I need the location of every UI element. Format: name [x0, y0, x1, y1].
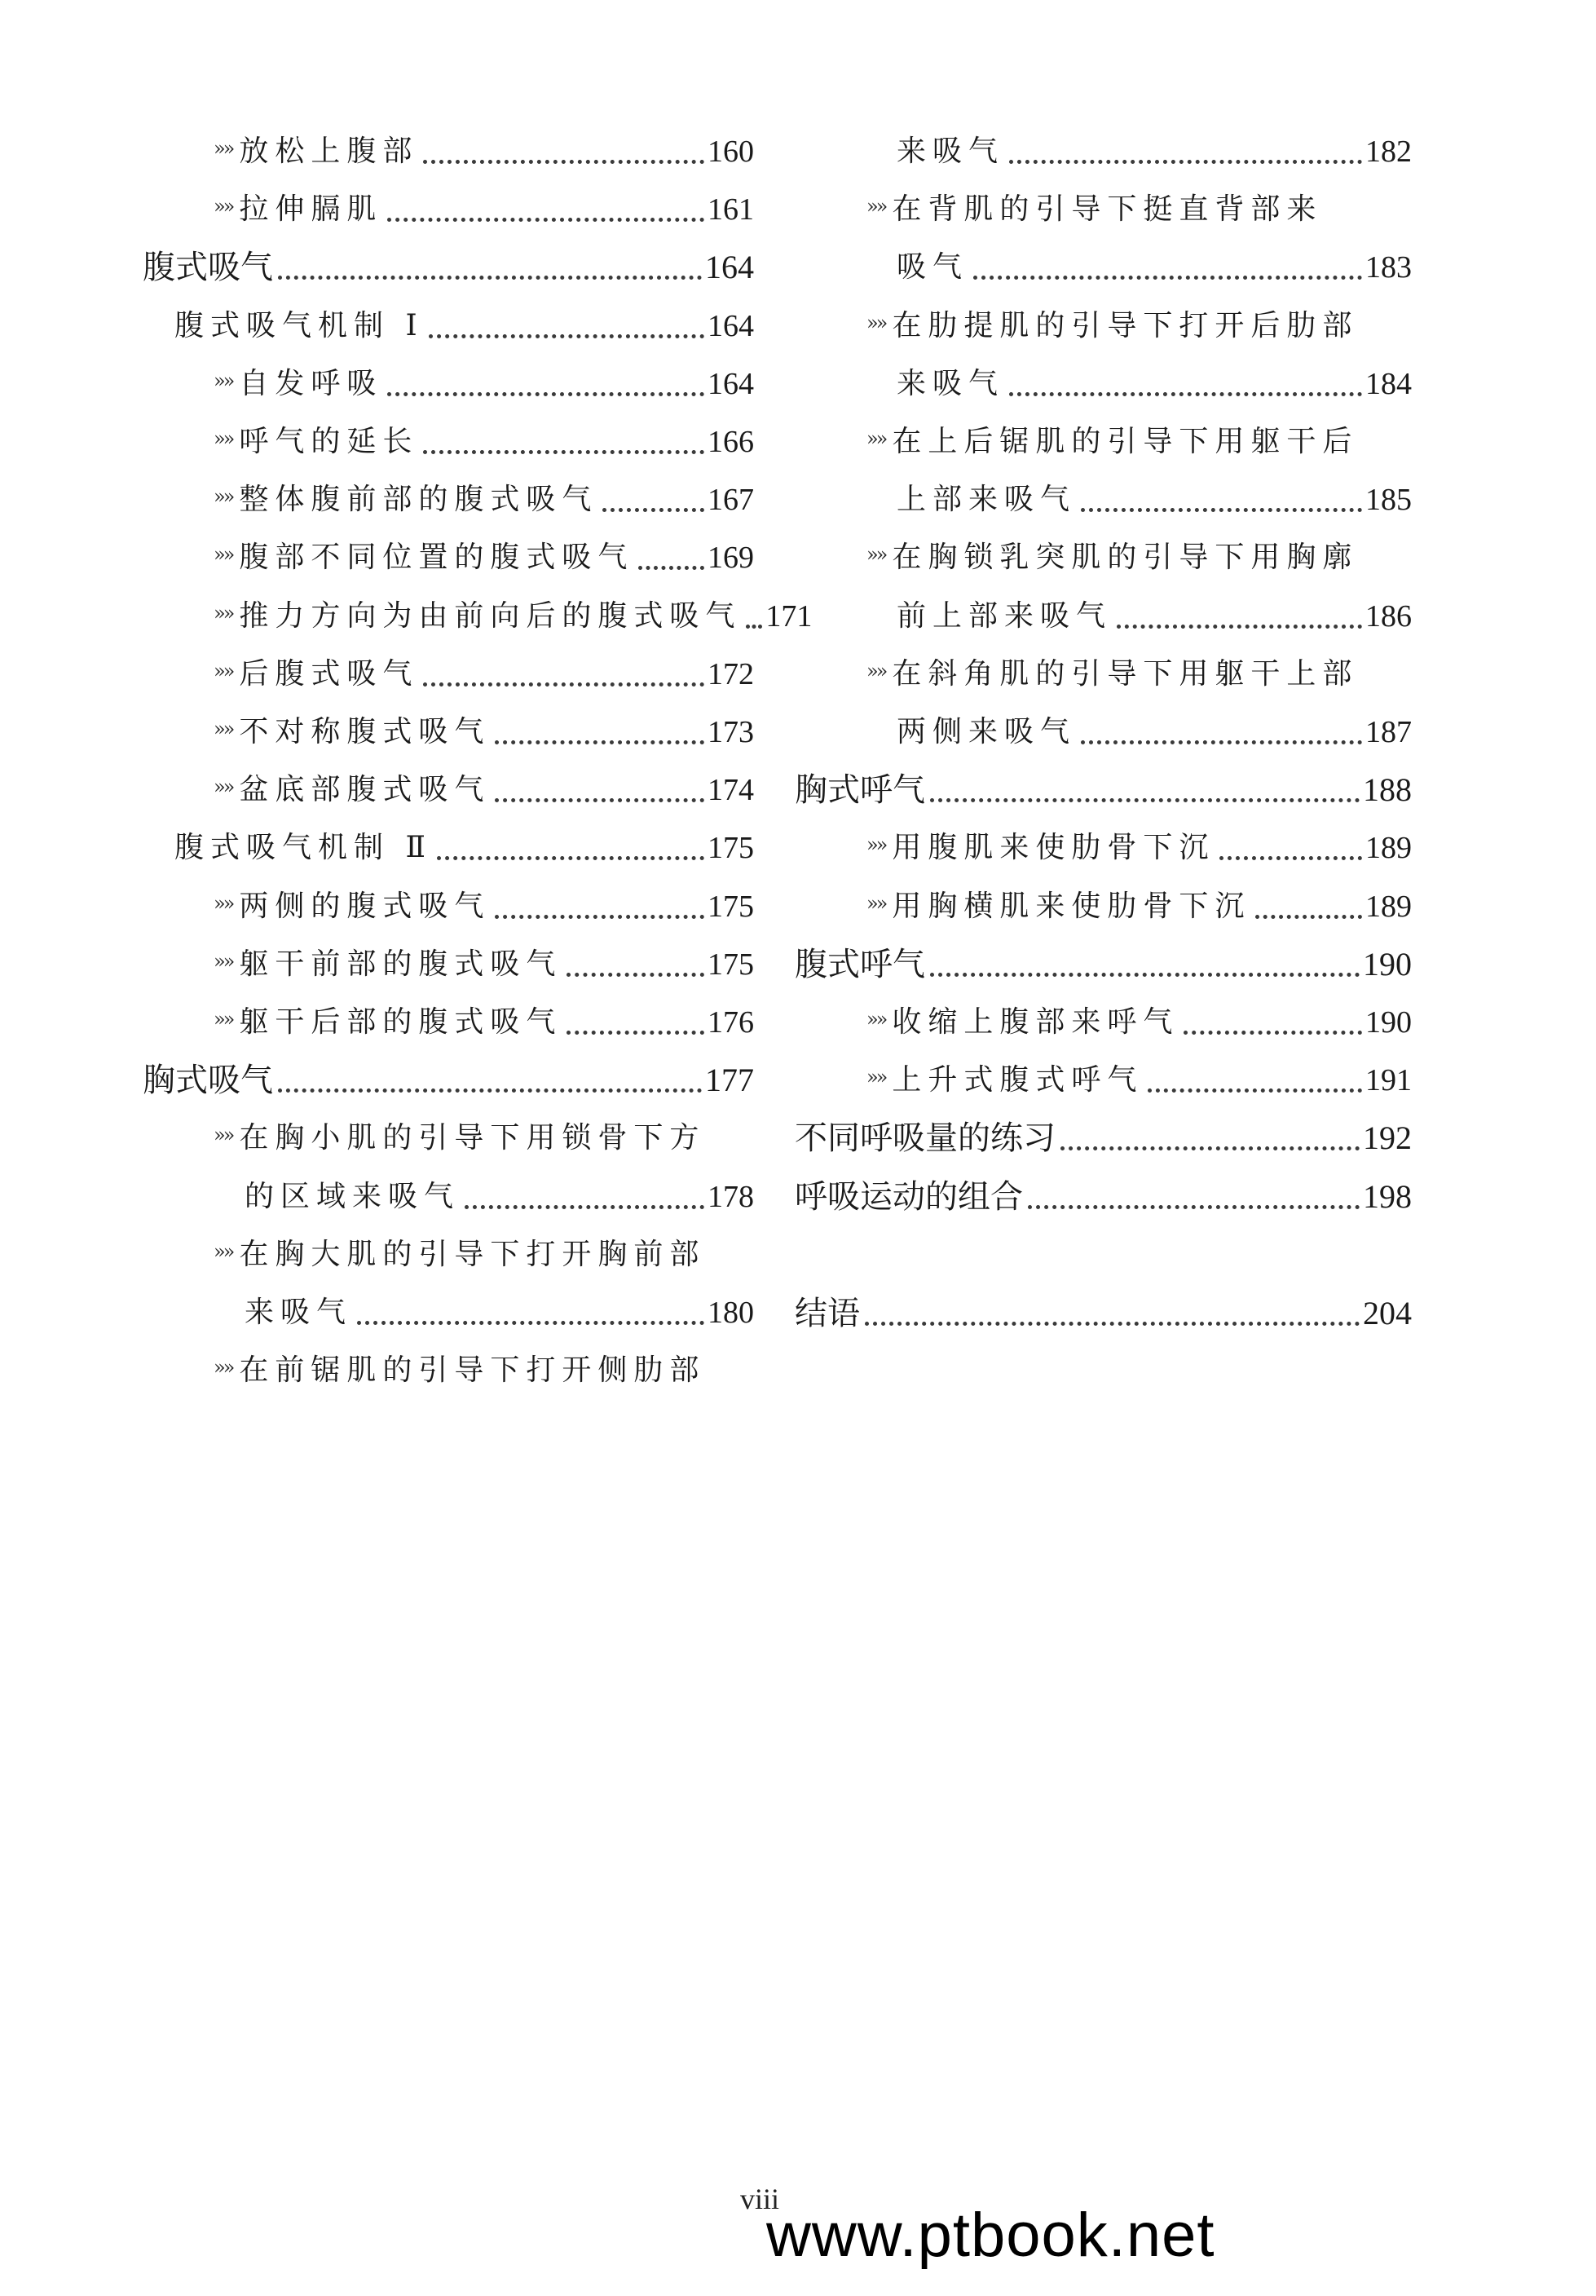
toc-page-number: 164 — [705, 249, 754, 285]
toc-dot-leader — [567, 973, 704, 977]
toc-entry-label: 腹式呼气 — [795, 946, 925, 983]
entry-marker-icon: »» — [214, 195, 233, 218]
entry-marker-icon: »» — [214, 427, 233, 450]
toc-dot-leader — [638, 566, 704, 570]
toc-page-number: 169 — [708, 541, 754, 575]
toc-entry-label: 躯干后部的腹式吸气 — [239, 1005, 562, 1039]
toc-dot-leader — [1184, 1031, 1362, 1035]
toc-page-number: 164 — [708, 309, 754, 343]
toc-entry[interactable] — [866, 535, 1412, 581]
toc-dot-leader — [278, 276, 702, 280]
entry-marker-icon: »» — [866, 1066, 886, 1088]
toc-entry-label: 推力方向为由前向后的腹式吸气 — [239, 599, 742, 633]
toc-entry-label: 用胸横肌来使肋骨下沉 — [892, 890, 1251, 923]
entry-marker-icon: »» — [866, 543, 886, 566]
toc-entry-label: 后腹式吸气 — [239, 657, 419, 691]
toc-page-number: 172 — [708, 657, 754, 691]
toc-page-number: 184 — [1365, 367, 1412, 401]
toc-entry[interactable] — [897, 245, 1412, 290]
toc-page-number: 198 — [1363, 1178, 1412, 1215]
toc-entry[interactable] — [214, 419, 754, 465]
toc-dot-leader — [567, 1031, 704, 1035]
toc-dot-leader — [423, 160, 704, 164]
toc-entry[interactable] — [897, 129, 1412, 174]
entry-marker-icon: »» — [214, 660, 233, 682]
toc-page-number: 175 — [708, 890, 754, 924]
toc-entry[interactable] — [866, 1057, 1412, 1103]
toc-page-number: 176 — [708, 1005, 754, 1040]
entry-marker-icon: »» — [214, 1356, 233, 1379]
toc-entry-label: 呼气的延长 — [239, 425, 419, 458]
toc-entry[interactable] — [866, 884, 1412, 929]
toc-page-number: 180 — [708, 1296, 754, 1330]
toc-entry[interactable] — [214, 535, 754, 581]
toc-page-number: 175 — [708, 947, 754, 982]
toc-entry-label: 来吸气 — [897, 135, 1005, 168]
entry-marker-icon: »» — [214, 137, 233, 160]
toc-entry[interactable] — [214, 1348, 754, 1393]
toc-dot-leader — [1081, 508, 1362, 512]
toc-entry-label: 腹式吸气 — [143, 249, 273, 286]
entry-marker-icon: »» — [214, 602, 233, 625]
toc-entry-label: 结语 — [795, 1295, 860, 1332]
toc-page-number: 187 — [1365, 715, 1412, 749]
toc-dot-leader — [1081, 740, 1362, 744]
toc-page-number: 175 — [708, 831, 754, 865]
toc-entry-label: 在肋提肌的引导下打开后肋部 — [892, 309, 1359, 342]
toc-entry[interactable] — [866, 825, 1412, 871]
toc-dot-leader — [1028, 1205, 1360, 1209]
toc-page-number: 174 — [708, 773, 754, 807]
entry-marker-icon: »» — [866, 892, 886, 915]
toc-page-number: 177 — [705, 1062, 754, 1098]
entry-marker-icon: »» — [866, 311, 886, 334]
toc-entry-label: 腹部不同位置的腹式吸气 — [239, 541, 634, 574]
toc-page-number: 171 — [765, 599, 813, 634]
toc-entry-label: 在前锯肌的引导下打开侧肋部 — [239, 1353, 706, 1387]
toc-entry[interactable] — [143, 245, 754, 290]
entry-marker-icon: »» — [866, 1008, 886, 1031]
toc-dot-leader — [930, 973, 1360, 977]
toc-entry[interactable] — [866, 1000, 1412, 1045]
toc-entry[interactable] — [214, 1232, 754, 1278]
toc-dot-leader — [357, 1321, 704, 1325]
toc-page-number: 192 — [1363, 1119, 1412, 1156]
toc-entry-label: 拉伸膈肌 — [239, 192, 383, 226]
entry-marker-icon: »» — [866, 660, 886, 682]
toc-dot-leader — [495, 740, 704, 744]
toc-page-number: 173 — [708, 715, 754, 749]
entry-marker-icon: »» — [866, 427, 886, 450]
toc-page-number: 164 — [708, 367, 754, 401]
toc-entry[interactable] — [143, 1057, 754, 1103]
toc-page-number: 185 — [1365, 483, 1412, 517]
toc-entry[interactable] — [795, 1115, 1412, 1161]
toc-entry-label: 前上部来吸气 — [897, 599, 1113, 633]
toc-page-number: 160 — [708, 135, 754, 169]
toc-entry[interactable] — [214, 1115, 754, 1161]
toc-dot-leader — [1255, 915, 1362, 919]
toc-entry[interactable] — [866, 419, 1412, 465]
page-folio: viii — [740, 2183, 780, 2215]
toc-entry[interactable] — [214, 942, 754, 987]
toc-entry-label: 胸式呼气 — [795, 771, 925, 809]
toc-entry-label: 吸气 — [897, 250, 969, 284]
toc-entry-label: 两侧来吸气 — [897, 715, 1077, 748]
toc-dot-leader — [278, 1088, 702, 1093]
entry-marker-icon: »» — [214, 369, 233, 392]
toc-entry-label: 整体腹前部的腹式吸气 — [239, 483, 598, 516]
toc-entry-label: 在上后锯肌的引导下用躯干后 — [892, 425, 1359, 458]
toc-entry[interactable] — [795, 1174, 1412, 1220]
toc-entry[interactable] — [214, 129, 754, 174]
toc-entry-label: 在胸小肌的引导下用锁骨下方 — [239, 1121, 706, 1155]
toc-entry[interactable] — [897, 477, 1412, 523]
toc-entry[interactable] — [897, 709, 1412, 755]
toc-dot-leader — [865, 1322, 1360, 1326]
toc-page-number: 190 — [1363, 946, 1412, 982]
toc-dot-leader — [495, 798, 704, 802]
toc-entry-label: 上部来吸气 — [897, 483, 1077, 516]
toc-entry-label: 在斜角肌的引导下用躯干上部 — [892, 657, 1359, 691]
toc-entry[interactable] — [214, 651, 754, 697]
toc-entry[interactable] — [795, 1291, 1412, 1336]
toc-entry-label: 在胸锁乳突肌的引导下用胸廓 — [892, 541, 1359, 574]
toc-entry-label: 用腹肌来使肋骨下沉 — [892, 831, 1215, 864]
entry-marker-icon: »» — [866, 833, 886, 856]
toc-page-number: 166 — [708, 425, 754, 459]
entry-marker-icon: »» — [866, 195, 886, 218]
toc-entry-label: 自发呼吸 — [239, 367, 383, 400]
toc-page-number: 204 — [1363, 1295, 1412, 1331]
toc-entry-label: 放松上腹部 — [239, 135, 419, 168]
entry-marker-icon: »» — [214, 775, 233, 798]
toc-dot-leader — [495, 915, 704, 919]
toc-entry-label: 收缩上腹部来呼气 — [892, 1005, 1179, 1039]
toc-entry-label: 不对称腹式吸气 — [239, 715, 491, 748]
toc-entry-label: 两侧的腹式吸气 — [239, 890, 491, 923]
toc-page-number: 186 — [1365, 599, 1412, 634]
toc-page-number: 190 — [1365, 1005, 1412, 1040]
toc-dot-leader — [423, 682, 704, 687]
entry-marker-icon: »» — [214, 950, 233, 973]
toc-page-number: 167 — [708, 483, 754, 517]
toc-entry[interactable] — [897, 361, 1412, 407]
toc-entry[interactable] — [214, 709, 754, 755]
toc-page-number: 182 — [1365, 135, 1412, 169]
toc-entry[interactable] — [174, 303, 754, 349]
toc-page-number: 161 — [708, 192, 754, 227]
toc-page-number: 188 — [1363, 771, 1412, 808]
toc-dot-leader — [387, 392, 704, 396]
toc-dot-leader — [1009, 160, 1362, 164]
toc-entry[interactable] — [214, 884, 754, 929]
entry-marker-icon: »» — [214, 718, 233, 740]
toc-entry-label: 上升式腹式呼气 — [892, 1063, 1144, 1097]
toc-entry-label: 呼吸运动的组合 — [795, 1178, 1023, 1216]
toc-dot-leader — [973, 276, 1362, 280]
toc-entry[interactable] — [214, 187, 754, 232]
toc-dot-leader — [387, 218, 704, 222]
toc-entry-label: 胸式吸气 — [143, 1062, 273, 1099]
toc-page-number: 183 — [1365, 250, 1412, 285]
toc-entry-label: 腹式吸气机制 Ⅱ — [174, 831, 432, 864]
toc-entry-label: 来吸气 — [245, 1296, 353, 1329]
toc-page-number: 178 — [708, 1180, 754, 1214]
toc-entry[interactable] — [214, 1000, 754, 1045]
toc-dot-leader — [1009, 392, 1362, 396]
entry-marker-icon: »» — [214, 1008, 233, 1031]
toc-dot-leader — [1148, 1088, 1362, 1093]
toc-dot-leader — [602, 508, 704, 512]
toc-entry[interactable] — [174, 825, 754, 871]
toc-dot-leader — [465, 1205, 704, 1209]
toc-entry[interactable] — [795, 767, 1412, 813]
toc-dot-leader — [1060, 1146, 1360, 1150]
toc-entry[interactable] — [866, 303, 1412, 349]
toc-page-number: 191 — [1365, 1063, 1412, 1097]
toc-entry[interactable] — [214, 767, 754, 813]
entry-marker-icon: »» — [214, 485, 233, 508]
toc-dot-leader — [746, 625, 762, 629]
toc-entry-label: 腹式吸气机制 I — [174, 309, 424, 342]
toc-dot-leader — [1117, 625, 1362, 629]
entry-marker-icon: »» — [214, 892, 233, 915]
toc-entry-label: 在胸大肌的引导下打开胸前部 — [239, 1238, 706, 1271]
toc-entry[interactable] — [214, 594, 813, 639]
toc-entry[interactable] — [866, 651, 1412, 697]
toc-entry-label: 来吸气 — [897, 367, 1005, 400]
toc-page-number: 189 — [1365, 890, 1412, 924]
toc-dot-leader — [429, 334, 704, 338]
toc-entry-label: 在背肌的引导下挺直背部来 — [892, 192, 1323, 226]
toc-dot-leader — [423, 450, 704, 454]
watermark: www.ptbook.net — [766, 2201, 1215, 2270]
toc-entry-label: 的区域来吸气 — [245, 1180, 461, 1213]
toc-entry[interactable] — [866, 187, 1412, 232]
toc-entry[interactable] — [214, 477, 754, 523]
entry-marker-icon: »» — [214, 543, 233, 566]
toc-entry[interactable] — [245, 1174, 754, 1220]
toc-entry-label: 盆底部腹式吸气 — [239, 773, 491, 806]
entry-marker-icon: »» — [214, 1240, 233, 1263]
toc-page-number: 189 — [1365, 831, 1412, 865]
toc-dot-leader — [1219, 856, 1362, 860]
toc-entry[interactable] — [245, 1290, 754, 1336]
toc-entry[interactable] — [795, 942, 1412, 987]
toc-dot-leader — [437, 856, 704, 860]
toc-entry[interactable] — [214, 361, 754, 407]
toc-entry[interactable] — [897, 594, 1412, 639]
toc-dot-leader — [930, 798, 1360, 802]
toc-entry-label: 躯干前部的腹式吸气 — [239, 947, 562, 981]
entry-marker-icon: »» — [214, 1124, 233, 1146]
toc-entry-label: 不同呼吸量的练习 — [795, 1119, 1056, 1157]
